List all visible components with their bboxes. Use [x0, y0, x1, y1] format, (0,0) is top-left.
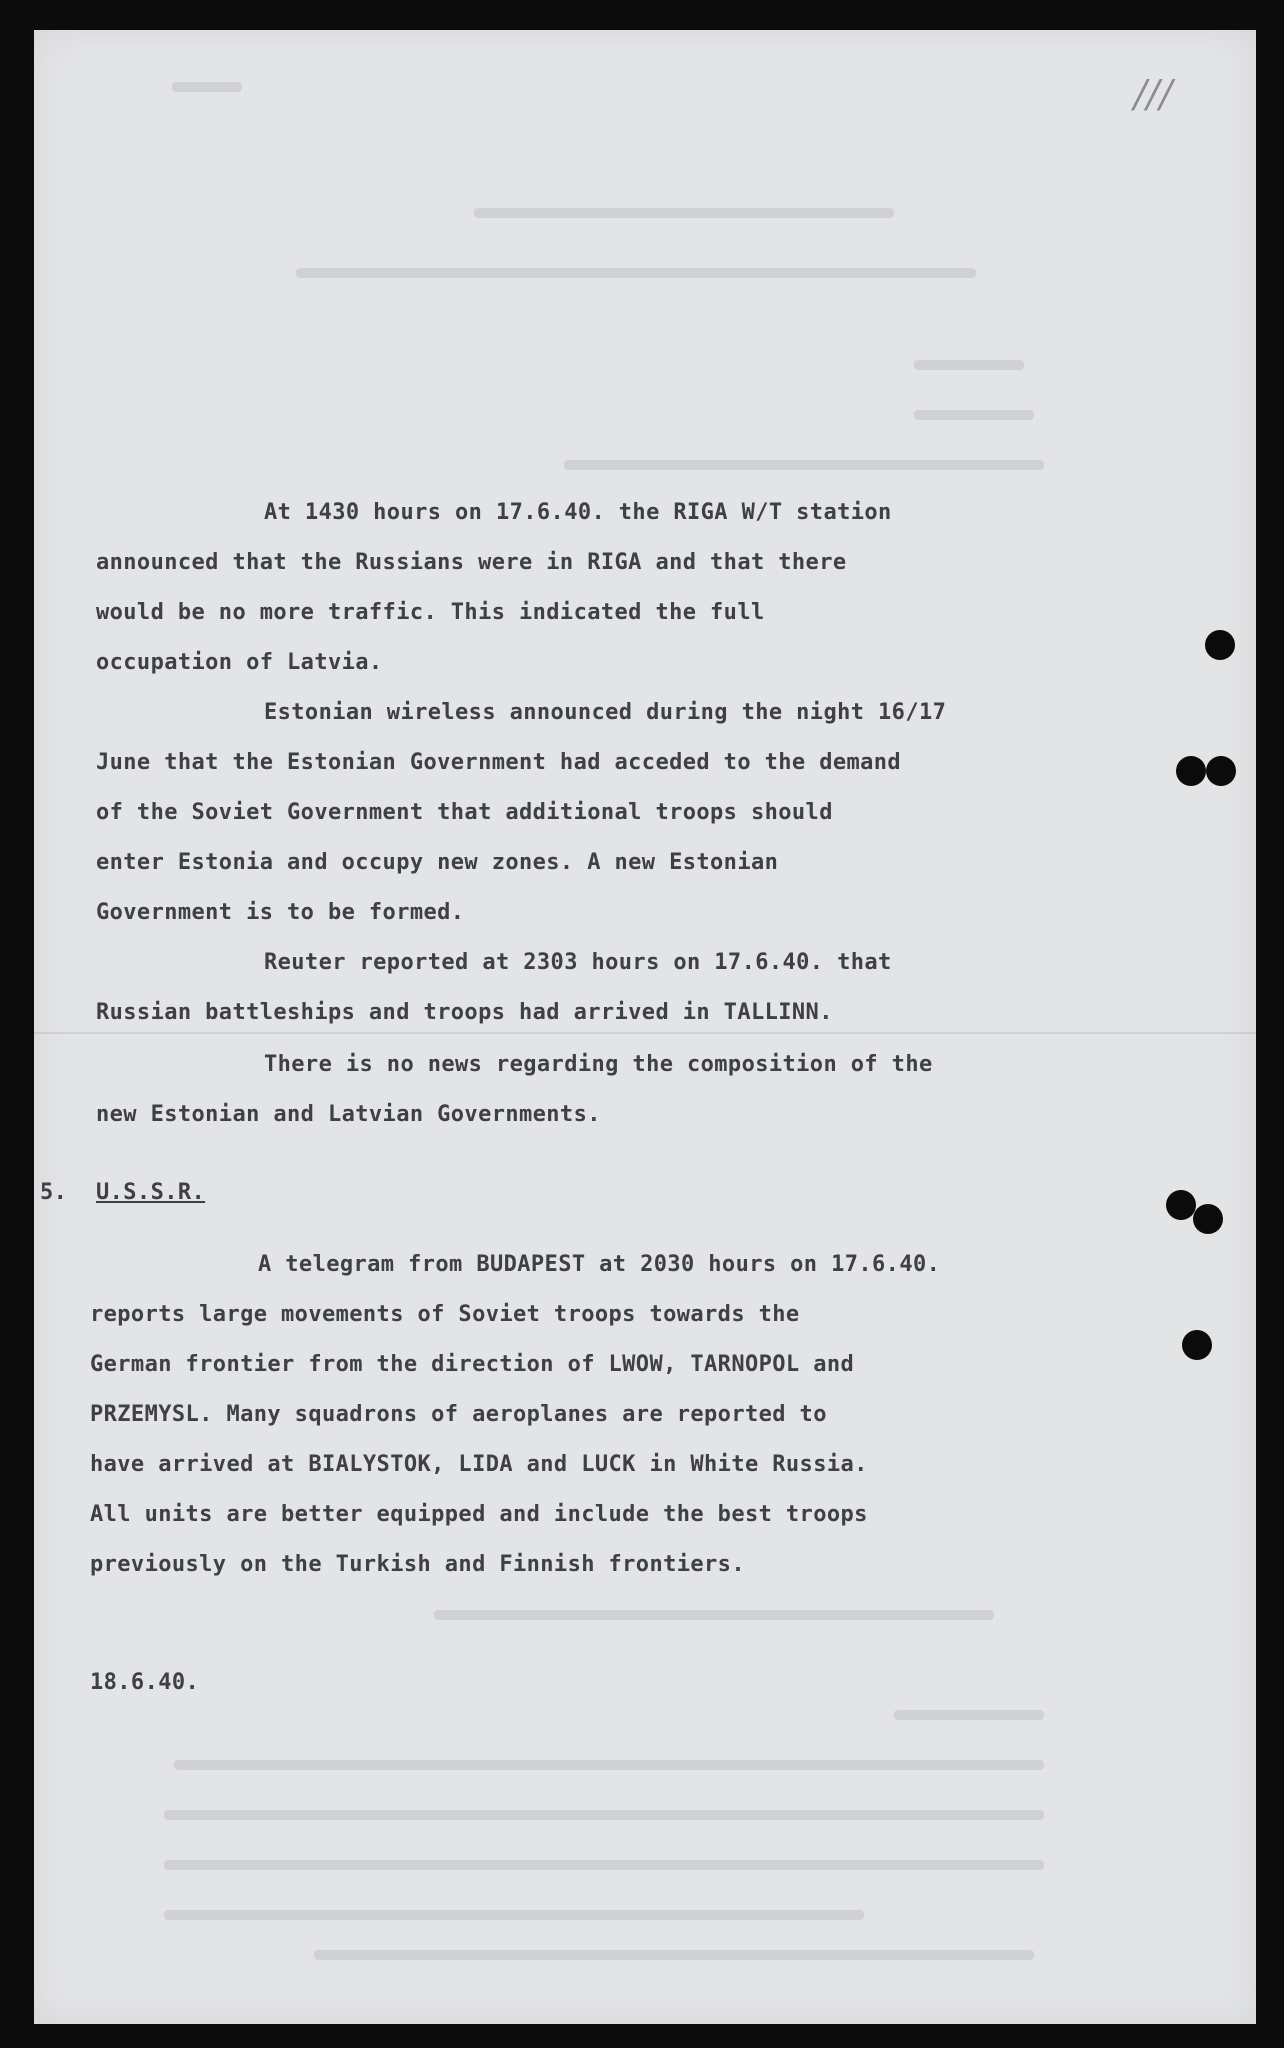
body-line: PRZEMYSL. Many squadrons of aeroplanes are reported to [90, 1402, 827, 1427]
body-line: All units are better equipped and include the best troops [90, 1502, 868, 1527]
body-line: occupation of Latvia. [96, 650, 383, 675]
section-number: 5. [40, 1180, 68, 1205]
body-line: reports large movements of Soviet troops towards the [90, 1302, 800, 1327]
body-line: previously on the Turkish and Finnish frontiers. [90, 1552, 745, 1577]
bleed-through-line [564, 460, 1044, 470]
bleed-through-line [174, 1760, 1044, 1770]
bleed-through-line [164, 1860, 1044, 1870]
body-line: enter Estonia and occupy new zones. A new Estonian [96, 850, 779, 875]
fold-crease [34, 1032, 1256, 1034]
bleed-through-line [314, 1950, 1034, 1960]
bleed-through-line [164, 1810, 1044, 1820]
punch-hole [1182, 1330, 1212, 1360]
pencil-annotation: /// [1134, 72, 1173, 116]
section-title: U.S.S.R. [96, 1180, 206, 1205]
document-page [34, 30, 1256, 2024]
bleed-through-line [296, 268, 976, 278]
punch-hole [1166, 1190, 1196, 1220]
punch-hole [1206, 756, 1236, 786]
bleed-through-line [434, 1610, 994, 1620]
body-line: announced that the Russians were in RIGA and that there [96, 550, 847, 575]
document-date: 18.6.40. [90, 1670, 200, 1695]
body-line: Reuter reported at 2303 hours on 17.6.40. that [264, 950, 892, 975]
bleed-through-line [164, 1910, 864, 1920]
bleed-through-line [474, 208, 894, 218]
bleed-through-line [914, 360, 1024, 370]
body-line: At 1430 hours on 17.6.40. the RIGA W/T station [264, 500, 892, 525]
bleed-through-line [172, 82, 242, 92]
body-line: of the Soviet Government that additional troops should [96, 800, 833, 825]
body-line: June that the Estonian Government had acceded to the demand [96, 750, 902, 775]
body-line: There is no news regarding the composition of the [264, 1052, 933, 1077]
body-line: Government is to be formed. [96, 900, 465, 925]
punch-hole [1205, 630, 1235, 660]
body-line: Estonian wireless announced during the night 16/17 [264, 700, 947, 725]
punch-hole [1193, 1204, 1223, 1234]
body-line: Russian battleships and troops had arrived in TALLINN. [96, 1000, 833, 1025]
body-line: A telegram from BUDAPEST at 2030 hours on 17.6.40. [258, 1252, 941, 1277]
body-line: German frontier from the direction of LWOW, TARNOPOL and [90, 1352, 855, 1377]
bleed-through-line [914, 410, 1034, 420]
bleed-through-line [894, 1710, 1044, 1720]
body-line: have arrived at BIALYSTOK, LIDA and LUCK in White Russia. [90, 1452, 868, 1477]
body-line: new Estonian and Latvian Governments. [96, 1102, 601, 1127]
punch-hole [1176, 756, 1206, 786]
body-line: would be no more traffic. This indicated the full [96, 600, 765, 625]
